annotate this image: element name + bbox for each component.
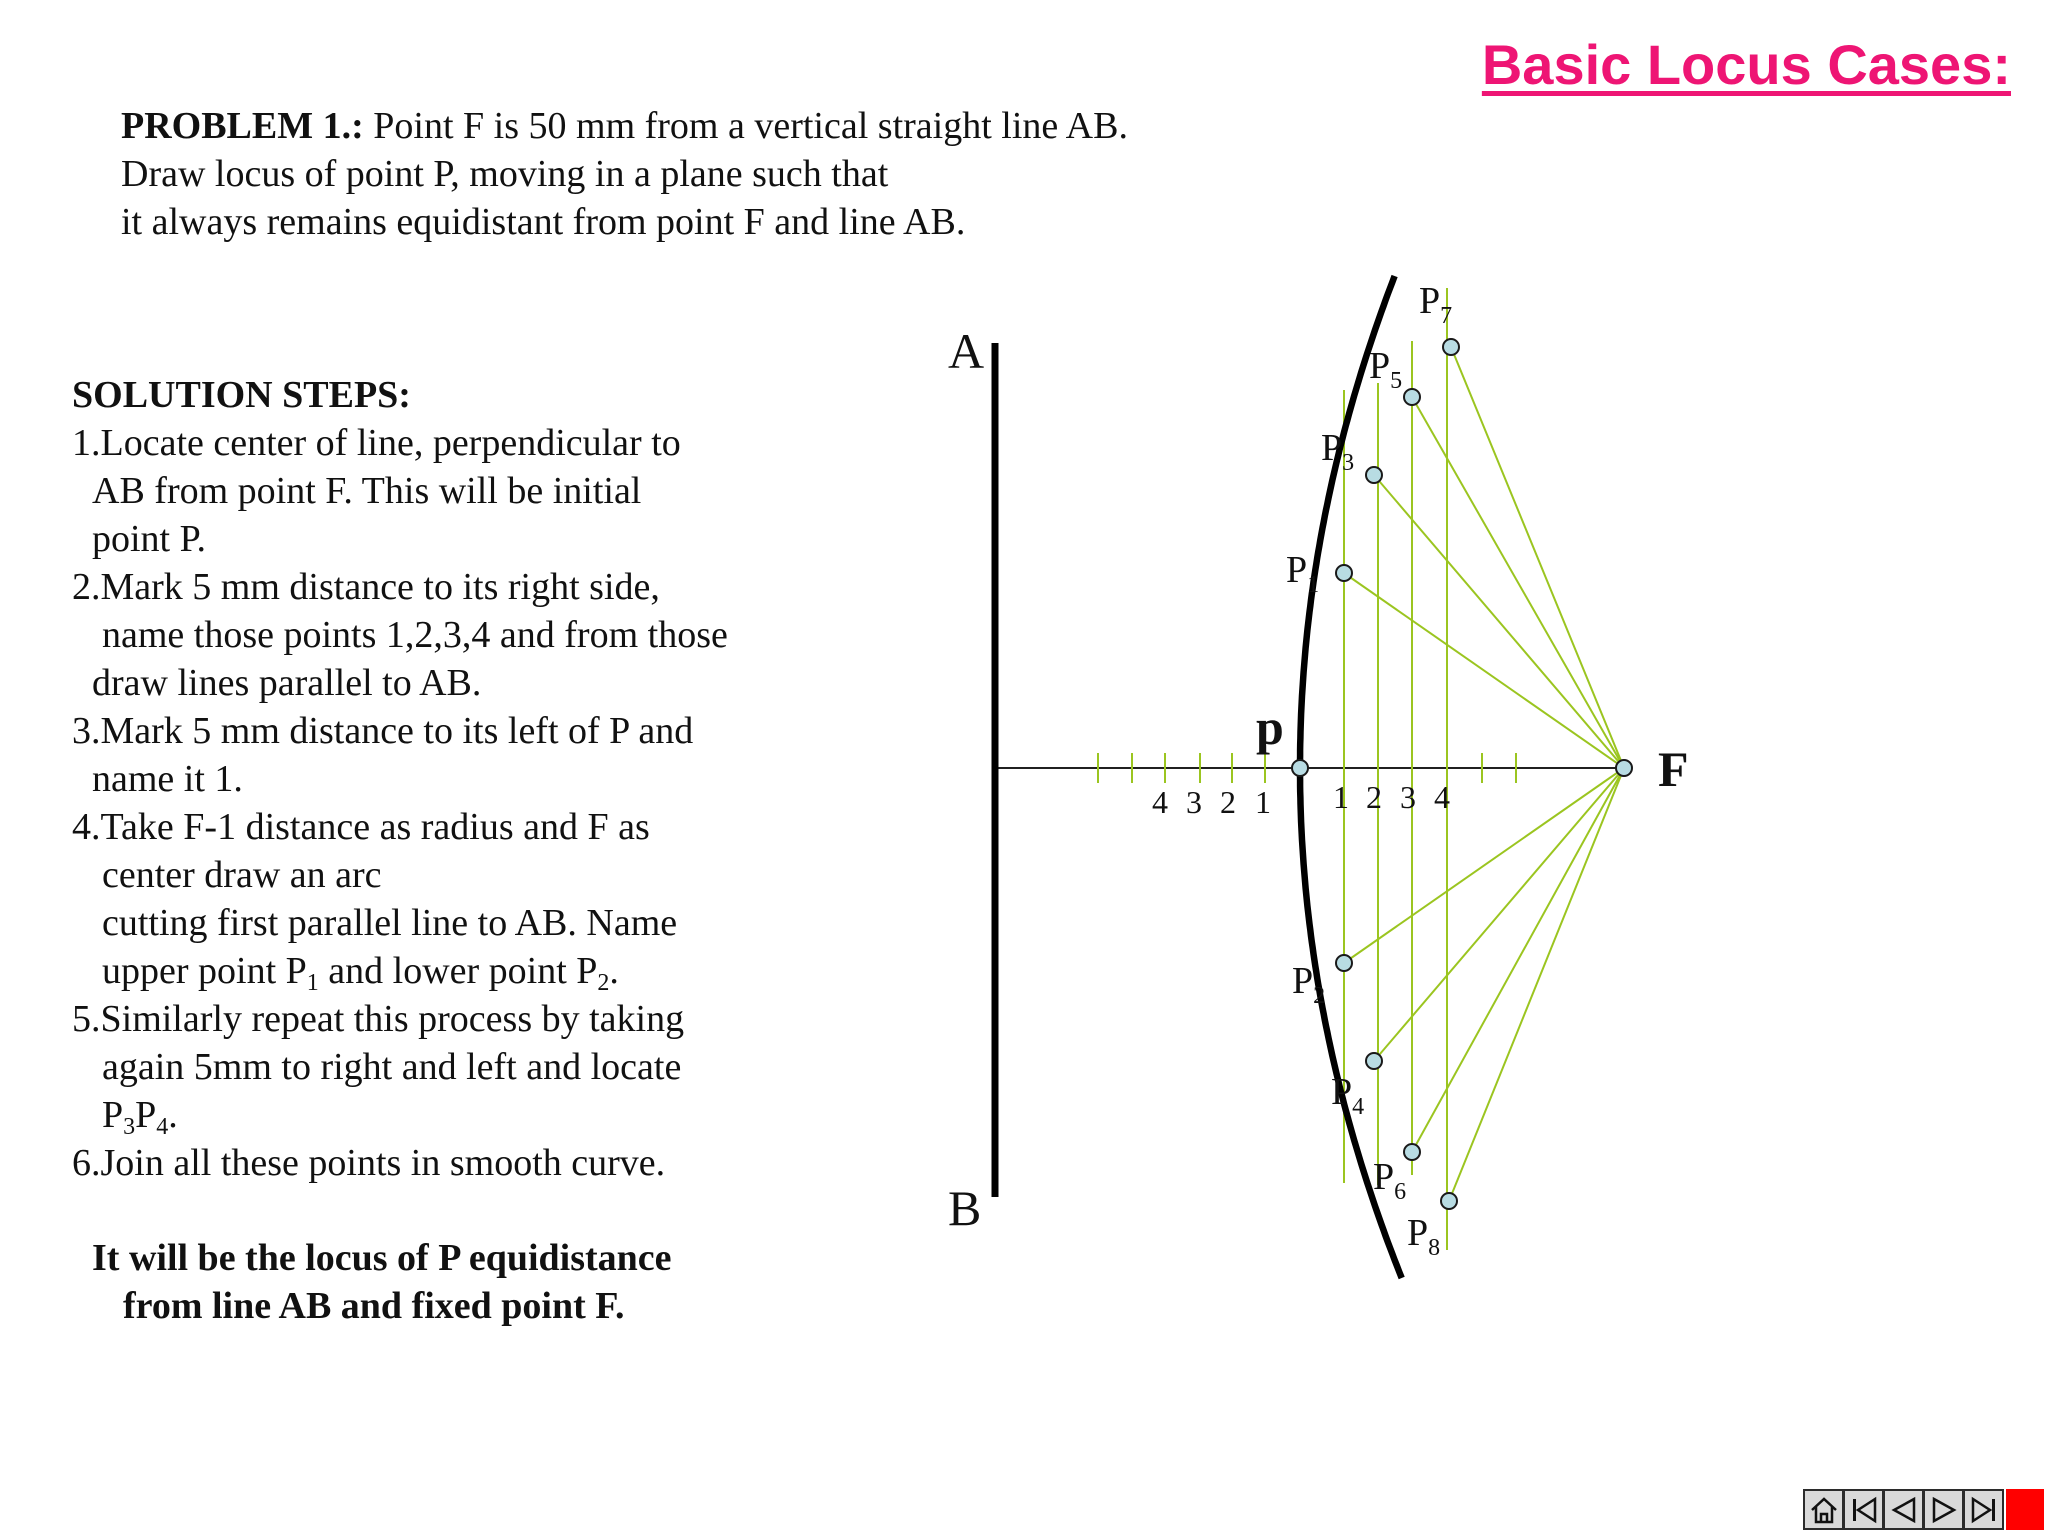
label-p3: P3: [1321, 427, 1355, 476]
step-5-sub-2: 4: [156, 1114, 169, 1140]
label-p7: P7: [1419, 280, 1453, 329]
right-tick-label-4: 4: [1434, 779, 1450, 815]
problem-line-2: Draw locus of point P, moving in a plane such that: [121, 153, 889, 195]
left-tick-label-2: 2: [1220, 784, 1236, 820]
step-4-text-a: upper point P: [102, 950, 307, 992]
problem-line-1: Point F is 50 mm from a vertical straight line AB.: [363, 105, 1128, 147]
step-2-line-2: name those points 1,2,3,4 and from those: [102, 614, 728, 656]
point-p8: [1441, 1193, 1457, 1209]
step-1-line-3: point P.: [92, 518, 207, 560]
label-p5: P5: [1369, 345, 1403, 394]
left-tick-label-1: 1: [1255, 784, 1271, 820]
point-p4: [1366, 1053, 1382, 1069]
step-1-line-2: AB from point F. This will be initial: [92, 470, 642, 512]
radius-line-p2: [1344, 768, 1624, 963]
step-4-line-1: 4.Take F-1 distance as radius and F as: [72, 806, 650, 848]
next-slide-icon: [1928, 1494, 1960, 1526]
radius-line-p7: [1451, 347, 1624, 768]
radius-line-p5: [1412, 397, 1624, 768]
conclusion-line-2: from line AB and fixed point F.: [123, 1285, 625, 1327]
conclusion-line-1: It will be the locus of P equidistance: [92, 1237, 672, 1279]
last-slide-button[interactable]: [1963, 1489, 2004, 1530]
point-p7: [1443, 339, 1459, 355]
point-p6: [1404, 1144, 1420, 1160]
steps-heading: SOLUTION STEPS:: [72, 374, 411, 416]
label-p2: P2: [1292, 960, 1326, 1009]
left-tick-label-4: 4: [1152, 784, 1168, 820]
point-p1: [1336, 565, 1352, 581]
first-slide-button[interactable]: [1843, 1489, 1884, 1530]
step-3-line-1: 3.Mark 5 mm distance to its left of P and: [72, 710, 694, 752]
radius-line-p6: [1412, 768, 1624, 1152]
point-p2: [1336, 955, 1352, 971]
step-1-line-1: 1.Locate center of line, perpendicular to: [72, 422, 681, 464]
right-tick-label-2: 2: [1366, 779, 1382, 815]
locus-curve: [1300, 276, 1402, 1278]
first-slide-icon: [1848, 1494, 1880, 1526]
next-slide-button[interactable]: [1923, 1489, 1964, 1530]
last-slide-icon: [1968, 1494, 2000, 1526]
step-5-p-b: P: [135, 1094, 157, 1136]
step-5-end: .: [168, 1094, 178, 1136]
step-2-line-3: draw lines parallel to AB.: [92, 662, 482, 704]
step-5-sub-1: 3: [123, 1114, 136, 1140]
page-title: Basic Locus Cases:: [1481, 33, 2011, 96]
step-5-p-a: P: [102, 1094, 124, 1136]
problem-line-3: it always remains equidistant from point F and line AB.: [121, 201, 966, 243]
step-4-sub-1: 1: [306, 970, 319, 996]
step-4-text-b: and lower point P: [318, 950, 598, 992]
home-icon: [1808, 1494, 1840, 1526]
step-3-line-2: name it 1.: [92, 758, 243, 800]
radius-line-p1: [1344, 573, 1624, 768]
step-6-line-1: 6.Join all these points in smooth curve.: [72, 1142, 666, 1184]
label-p1: P1: [1286, 549, 1320, 598]
step-2-line-1: 2.Mark 5 mm distance to its right side,: [72, 566, 660, 608]
step-4-line-2: center draw an arc: [102, 854, 382, 896]
problem-label: PROBLEM 1.:: [121, 105, 364, 147]
label-p8: P8: [1407, 1212, 1441, 1261]
label-p: p: [1256, 699, 1284, 755]
previous-slide-icon: [1888, 1494, 1920, 1526]
point-p-initial: [1292, 760, 1308, 776]
label-f: F: [1658, 741, 1689, 797]
radius-line-p8: [1449, 768, 1624, 1201]
label-p4: P4: [1331, 1071, 1365, 1120]
point-p3: [1366, 467, 1382, 483]
step-4-line-3: cutting first parallel line to AB. Name: [102, 902, 678, 944]
right-tick-label-1: 1: [1333, 779, 1349, 815]
right-tick-label-3: 3: [1400, 779, 1416, 815]
previous-slide-button[interactable]: [1883, 1489, 1924, 1530]
label-p6: P6: [1373, 1156, 1407, 1205]
construction-lines: [1344, 288, 1624, 1250]
step-5-line-2: again 5mm to right and left and locate: [102, 1046, 682, 1088]
slide-navigation: [1803, 1489, 2044, 1530]
home-button[interactable]: [1803, 1489, 1844, 1530]
point-p5: [1404, 389, 1420, 405]
point-f: [1616, 760, 1632, 776]
label-b: B: [948, 1180, 982, 1236]
label-a: A: [948, 323, 985, 379]
step-4-text-c: .: [609, 950, 619, 992]
end-marker: [2006, 1489, 2044, 1530]
step-4-sub-2: 2: [597, 970, 610, 996]
step-5-line-1: 5.Similarly repeat this process by taking: [72, 998, 685, 1040]
left-tick-label-3: 3: [1186, 784, 1202, 820]
